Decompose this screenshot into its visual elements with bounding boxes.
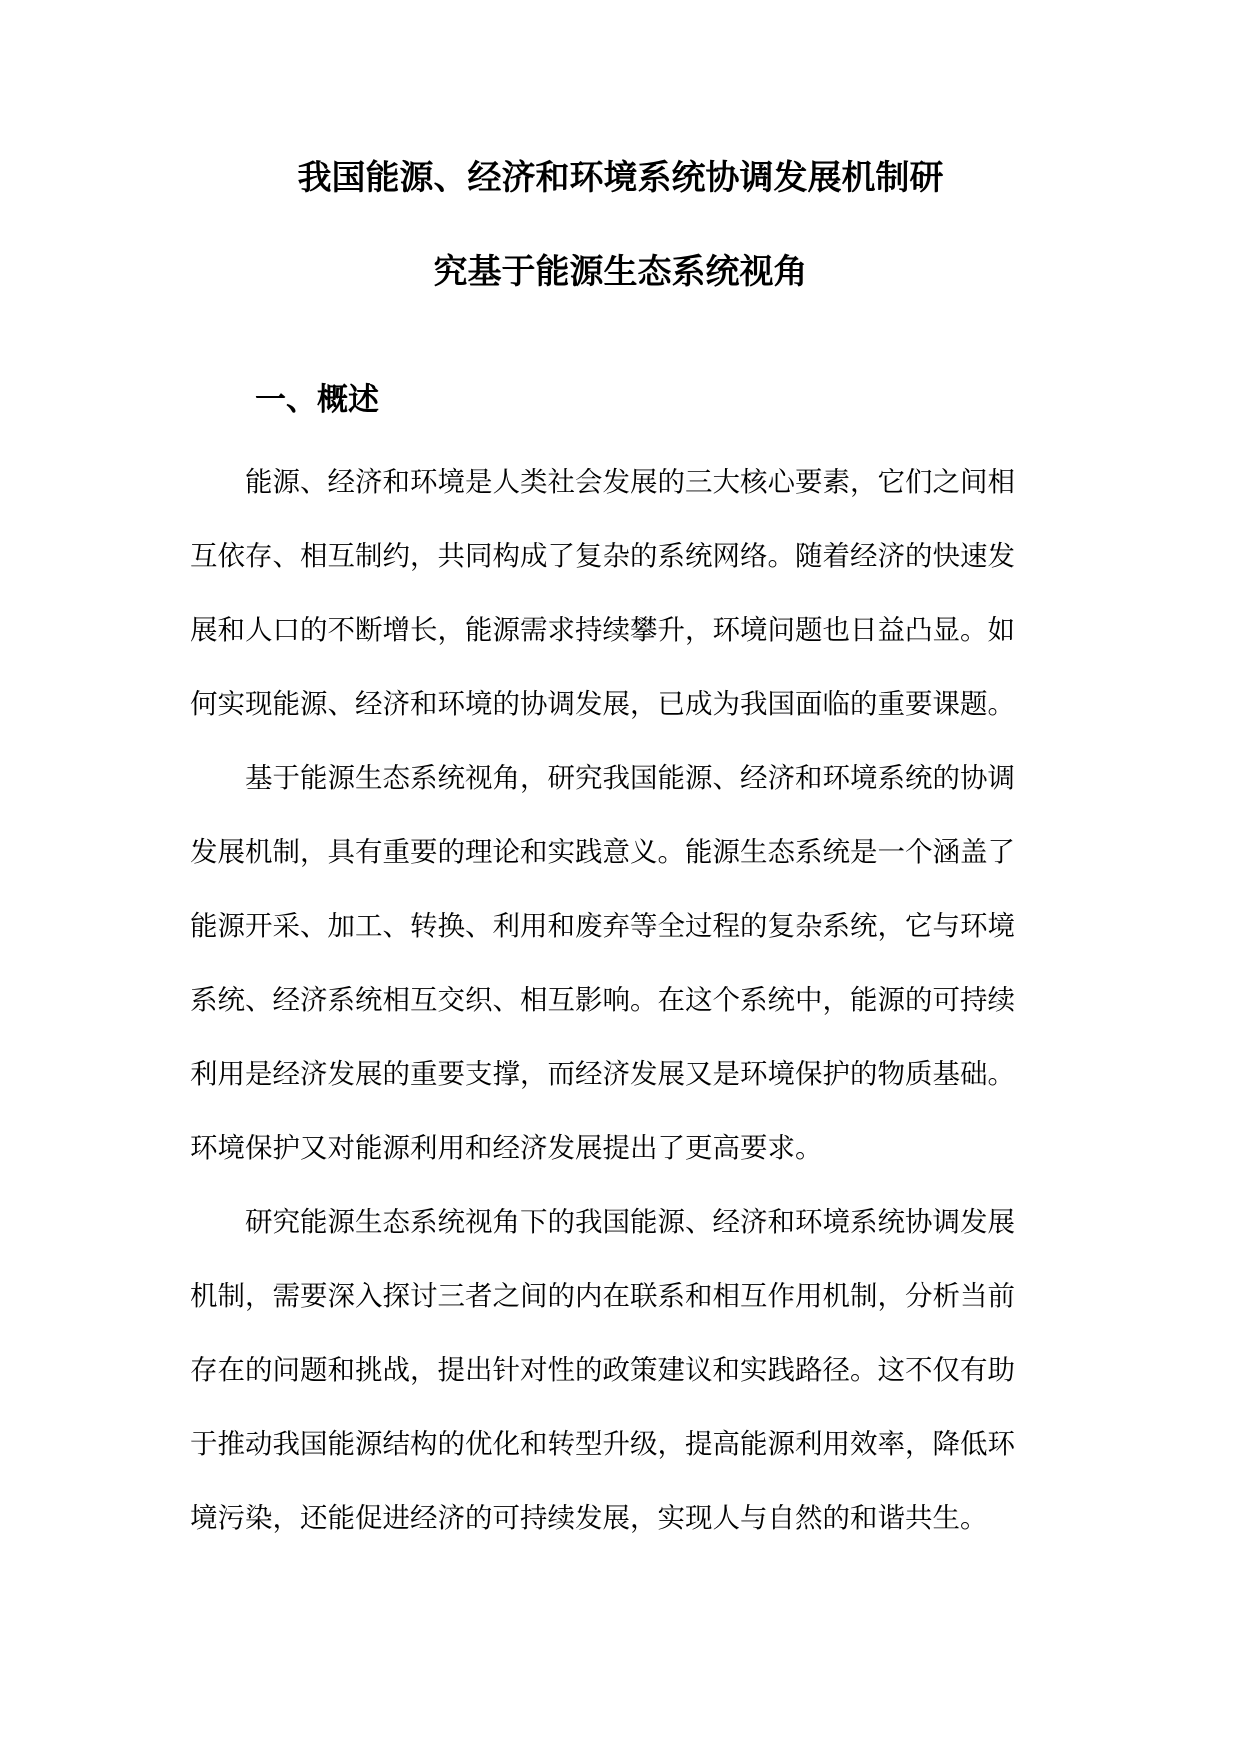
paragraph-3-line-2: 机制，需要深入探讨三者之间的内在联系和相互作用机制，分析当前 — [190, 1280, 1015, 1312]
paragraph-3-line-4: 于推动我国能源结构的优化和转型升级，提高能源利用效率，降低环 — [190, 1428, 1015, 1460]
paragraph-1-line-1: 能源、经济和环境是人类社会发展的三大核心要素，它们之间相 — [245, 466, 1015, 498]
paragraph-1-line-4: 何实现能源、经济和环境的协调发展，已成为我国面临的重要课题。 — [190, 688, 1015, 720]
paragraph-2-line-2: 发展机制，具有重要的理论和实践意义。能源生态系统是一个涵盖了 — [190, 836, 1015, 868]
paragraph-3-line-5: 境污染，还能促进经济的可持续发展，实现人与自然的和谐共生。 — [190, 1502, 988, 1534]
paragraph-3-line-1: 研究能源生态系统视角下的我国能源、经济和环境系统协调发展 — [245, 1206, 1015, 1238]
paragraph-2-line-5: 利用是经济发展的重要支撑，而经济发展又是环境保护的物质基础。 — [190, 1058, 1015, 1090]
paragraph-1-line-2: 互依存、相互制约，共同构成了复杂的系统网络。随着经济的快速发 — [190, 540, 1015, 572]
document-title-line-1: 我国能源、经济和环境系统协调发展机制研 — [297, 158, 944, 198]
section-heading: 一、概述 — [255, 382, 379, 418]
paragraph-1-line-3: 展和人口的不断增长，能源需求持续攀升，环境问题也日益凸显。如 — [190, 614, 1015, 646]
paragraph-3-line-3: 存在的问题和挑战，提出针对性的政策建议和实践路径。这不仅有助 — [190, 1354, 1015, 1386]
document-title-line-2: 究基于能源生态系统视角 — [433, 252, 808, 292]
paragraph-2-line-3: 能源开采、加工、转换、利用和废弃等全过程的复杂系统，它与环境 — [190, 910, 1015, 942]
paragraph-2-line-4: 系统、经济系统相互交织、相互影响。在这个系统中，能源的可持续 — [190, 984, 1015, 1016]
paragraph-2-line-6: 环境保护又对能源利用和经济发展提出了更高要求。 — [190, 1132, 823, 1164]
paragraph-2-line-1: 基于能源生态系统视角，研究我国能源、经济和环境系统的协调 — [245, 762, 1015, 794]
